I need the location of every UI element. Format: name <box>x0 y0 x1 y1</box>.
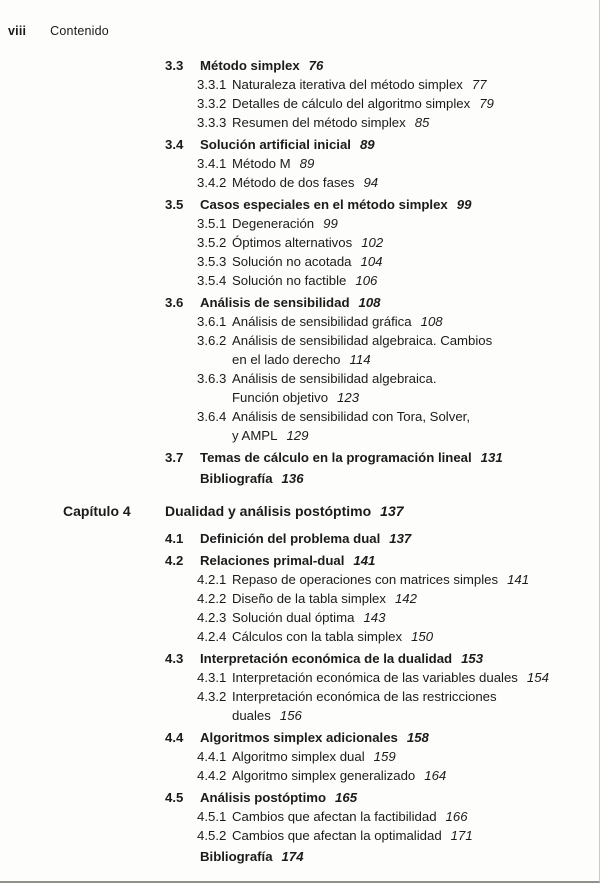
entry-number: 3.3.1 <box>197 77 227 92</box>
entry-title: Solución artificial inicial 89 <box>200 137 375 152</box>
toc-entry-3.6.4 <box>197 407 593 445</box>
toc-entry-bibliograf-a <box>200 469 593 488</box>
entry-title: Casos especiales en el método simplex 99 <box>200 197 472 212</box>
entry-page-number: 154 <box>526 670 549 685</box>
entry-number: 3.3.2 <box>197 96 227 111</box>
entry-title: Cambios que afectan la optimalidad 171 <box>232 828 473 843</box>
entry-number: 4.1 <box>165 531 184 546</box>
entry-title: Análisis de sensibilidad gráfica 108 <box>232 314 443 329</box>
entry-number: 3.5 <box>165 197 184 212</box>
entry-number: 3.4 <box>165 137 184 152</box>
entry-number: 3.3.3 <box>197 115 227 130</box>
toc-entry-3.6.3 <box>197 369 593 407</box>
entry-page-number: 99 <box>456 197 472 212</box>
entry-number: 4.2.4 <box>197 629 227 644</box>
entry-number: 4.2.1 <box>197 572 227 587</box>
entry-title: Interpretación económica de las restricciones duales 156 <box>232 689 497 723</box>
entry-page-number: 131 <box>480 450 503 465</box>
entry-title: Temas de cálculo en la programación lineal 131 <box>200 450 503 465</box>
entry-page-number: 159 <box>373 749 396 764</box>
toc-entry-3.5 <box>165 195 593 214</box>
entry-page-number: 94 <box>363 175 379 190</box>
entry-title: Análisis de sensibilidad 108 <box>200 295 381 310</box>
entry-number: 3.4.2 <box>197 175 227 190</box>
entry-page-number: 85 <box>414 115 430 130</box>
entry-page-number: 89 <box>299 156 315 171</box>
toc-entry-3.4.2 <box>197 173 593 192</box>
toc-entry-3.7 <box>165 448 593 467</box>
toc-entry-3.6.1 <box>197 312 593 331</box>
entry-title: Resumen del método simplex 85 <box>232 115 430 130</box>
entry-number: 4.5 <box>165 790 184 805</box>
toc-entry-3.3.1 <box>197 75 593 94</box>
entry-title: Repaso de operaciones con matrices simples 141 <box>232 572 530 587</box>
entry-page-number: 137 <box>380 503 404 519</box>
entry-title: Degeneración 99 <box>232 216 338 231</box>
entry-page-number: 108 <box>420 314 443 329</box>
entry-title: Dualidad y análisis postóptimo 137 <box>165 503 404 519</box>
toc-entry-bibliograf-a <box>200 847 593 866</box>
entry-title: Algoritmos simplex adicionales 158 <box>200 730 429 745</box>
entry-title: Análisis de sensibilidad algebraica. Cambios en el lado derecho 114 <box>232 333 493 367</box>
toc-entry-3.3.2 <box>197 94 593 113</box>
toc-entry-3.4.1 <box>197 154 593 173</box>
running-head <box>8 24 109 38</box>
entry-title: Definición del problema dual 137 <box>200 531 412 546</box>
entry-number: 3.6.3 <box>197 371 227 386</box>
entry-title: Algoritmo simplex dual 159 <box>232 749 396 764</box>
toc-entry-4.2.2 <box>197 589 593 608</box>
entry-page-number: 79 <box>479 96 494 111</box>
entry-page-number: 142 <box>394 591 417 606</box>
toc-entry-4.2.1 <box>197 570 593 589</box>
entry-page-number: 106 <box>355 273 378 288</box>
entry-number: 4.2.2 <box>197 591 227 606</box>
entry-number: 3.5.4 <box>197 273 227 288</box>
entry-number: 4.2 <box>165 553 184 568</box>
entry-page-number: 150 <box>411 629 434 644</box>
entry-title: Cálculos con la tabla simplex 150 <box>232 629 434 644</box>
page-title: Contenido <box>50 24 109 38</box>
entry-number: 4.4 <box>165 730 184 745</box>
entry-number: 4.4.1 <box>197 749 227 764</box>
entry-number: 4.4.2 <box>197 768 227 783</box>
entry-page-number: 129 <box>286 428 309 443</box>
toc-entry-4.4 <box>165 728 593 747</box>
entry-title: Solución no acotada 104 <box>232 254 383 269</box>
entry-number: 4.2.3 <box>197 610 227 625</box>
toc-entry-4.3.2 <box>197 687 593 725</box>
chapter-label: Capítulo 4 <box>63 503 131 519</box>
toc-entry-4.2.3 <box>197 608 593 627</box>
entry-title: Bibliografía 174 <box>200 849 304 864</box>
entry-title: Método de dos fases 94 <box>232 175 379 190</box>
entry-page-number: 165 <box>335 790 358 805</box>
entry-page-number: 114 <box>349 352 371 367</box>
entry-title: Método M 89 <box>232 156 315 171</box>
entry-title: Análisis postóptimo 165 <box>200 790 358 805</box>
entry-number: 3.7 <box>165 450 184 465</box>
toc-entry-4.5 <box>165 788 593 807</box>
entry-title: Diseño de la tabla simplex 142 <box>232 591 417 606</box>
toc-entry-3.4 <box>165 135 593 154</box>
page-number-label: viii <box>8 24 27 38</box>
entry-page-number: 141 <box>353 553 376 568</box>
entry-page-number: 123 <box>337 390 360 405</box>
entry-title: Bibliografía 136 <box>200 471 304 486</box>
toc-entry-3.5.1 <box>197 214 593 233</box>
entry-page-number: 158 <box>406 730 429 745</box>
entry-number: 3.5.2 <box>197 235 227 250</box>
entry-number: 3.5.3 <box>197 254 227 269</box>
toc-entry-3.6 <box>165 293 593 312</box>
entry-title: Óptimos alternativos 102 <box>232 235 384 250</box>
toc <box>63 53 593 866</box>
entry-title: Solución no factible 106 <box>232 273 378 288</box>
entry-title: Algoritmo simplex generalizado 164 <box>232 768 447 783</box>
toc-entry-4.3 <box>165 649 593 668</box>
entry-page-number: 141 <box>507 572 530 587</box>
entry-title: Método simplex 76 <box>200 58 324 73</box>
entry-title: Relaciones primal-dual 141 <box>200 553 376 568</box>
toc-entry-4.4.1 <box>197 747 593 766</box>
entry-page-number: 76 <box>308 58 324 73</box>
entry-page-number: 143 <box>363 610 386 625</box>
entry-page-number: 166 <box>445 809 468 824</box>
toc-entry-4.2.4 <box>197 627 593 646</box>
entry-page-number: 136 <box>281 471 304 486</box>
toc-entry-3.3.3 <box>197 113 593 132</box>
entry-page-number: 77 <box>471 77 487 92</box>
entry-number: 3.6.4 <box>197 409 227 424</box>
entry-number: 4.3.2 <box>197 689 227 704</box>
toc-entry-4.2 <box>165 551 593 570</box>
entry-title: Solución dual óptima 143 <box>232 610 386 625</box>
toc-entry-3.5.2 <box>197 233 593 252</box>
entry-title: Interpretación económica de la dualidad 153 <box>200 651 484 666</box>
entry-page-number: 104 <box>360 254 383 269</box>
toc-entry-4.5.2 <box>197 826 593 845</box>
toc-entry-3.3 <box>165 56 593 75</box>
entry-page-number: 164 <box>424 768 447 783</box>
entry-page-number: 102 <box>361 235 384 250</box>
toc-entry-4.5.1 <box>197 807 593 826</box>
entry-title: Análisis de sensibilidad con Tora, Solver, y AMPL 129 <box>232 409 470 443</box>
entry-number: 3.6 <box>165 295 184 310</box>
toc-entry-4.3.1 <box>197 668 593 687</box>
entry-page-number: 171 <box>450 828 473 843</box>
entry-page-number: 89 <box>359 137 375 152</box>
toc-entry-cap-tulo-4 <box>63 502 593 521</box>
entry-number: 4.3 <box>165 651 184 666</box>
entry-number: 3.6.1 <box>197 314 227 329</box>
entry-title: Análisis de sensibilidad algebraica. Función objetivo 123 <box>232 371 437 405</box>
entry-number: 4.3.1 <box>197 670 227 685</box>
toc-entry-4.1 <box>165 529 593 548</box>
entry-title: Naturaleza iterativa del método simplex 77 <box>232 77 487 92</box>
entry-number: 4.5.1 <box>197 809 227 824</box>
entry-number: 3.6.2 <box>197 333 227 348</box>
toc-entry-3.5.3 <box>197 252 593 271</box>
entry-page-number: 153 <box>461 651 484 666</box>
entry-page-number: 137 <box>389 531 412 546</box>
entry-number: 3.3 <box>165 58 184 73</box>
entry-number: 3.4.1 <box>197 156 227 171</box>
toc-entry-4.4.2 <box>197 766 593 785</box>
toc-entry-3.6.2 <box>197 331 593 369</box>
toc-entry-3.5.4 <box>197 271 593 290</box>
entry-number: 3.5.1 <box>197 216 227 231</box>
entry-page-number: 174 <box>281 849 304 864</box>
entry-title: Detalles de cálculo del algoritmo simplex 79 <box>232 96 494 111</box>
entry-page-number: 99 <box>323 216 338 231</box>
entry-title: Cambios que afectan la factibilidad 166 <box>232 809 468 824</box>
entry-page-number: 156 <box>279 708 302 723</box>
entry-title: Interpretación económica de las variables duales 154 <box>232 670 549 685</box>
entry-number: 4.5.2 <box>197 828 227 843</box>
entry-page-number: 108 <box>358 295 381 310</box>
